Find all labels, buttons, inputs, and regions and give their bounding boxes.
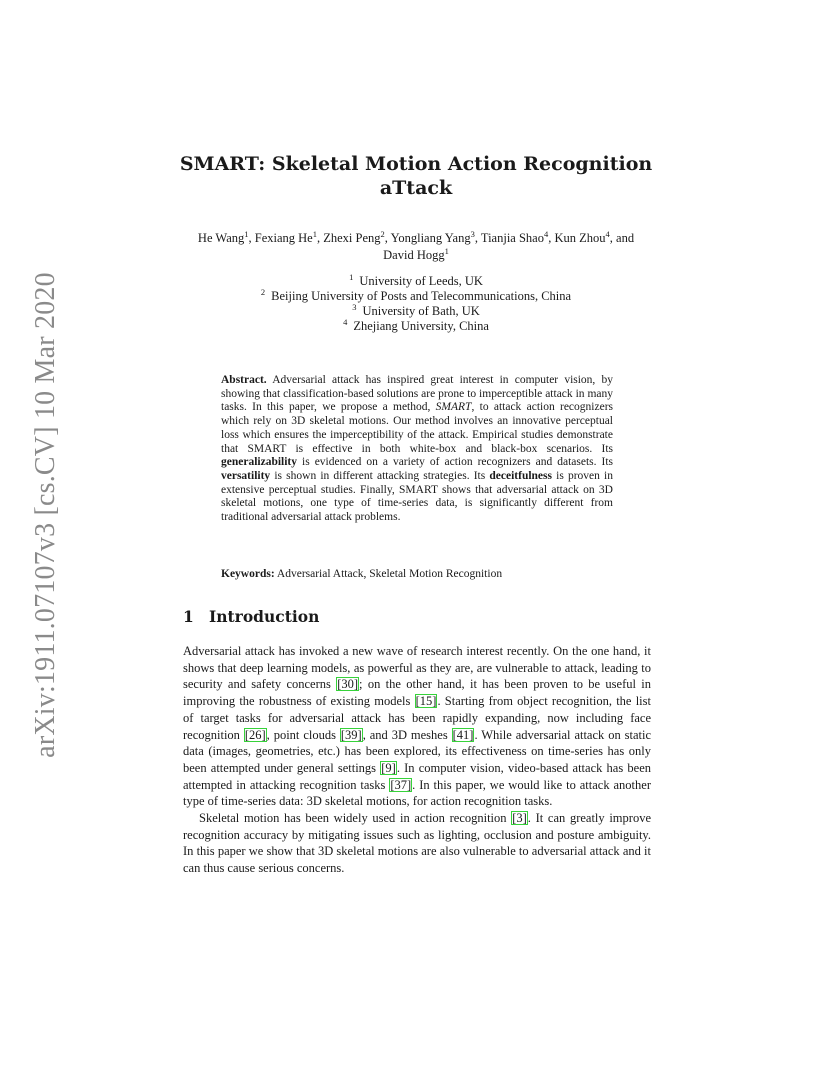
title-line-2: aTtack: [379, 177, 453, 199]
citation-link[interactable]: [39]: [340, 727, 362, 742]
citation-link[interactable]: [3]: [512, 811, 527, 826]
keywords-label: Keywords:: [221, 568, 275, 580]
arxiv-identifier: arXiv:1911.07107v3 [cs.CV] 10 Mar 2020: [30, 272, 61, 758]
author: Yongliang Yang$^3$,: [390, 228, 481, 245]
affiliation: $^4$ Zhejiang University, China: [343, 316, 489, 333]
affiliation: $^1$ University of Leeds, UK: [349, 271, 483, 288]
affiliation: $^2$ Beijing University of Posts and Telecommunications, China: [260, 286, 572, 303]
introduction-body: [183, 643, 651, 877]
author: He Wang$^1$,: [197, 228, 255, 245]
citation-link[interactable]: [9]: [381, 760, 396, 775]
paper-title: [150, 152, 682, 200]
author: Tianjia Shao$^4$,: [480, 228, 555, 245]
citation-link[interactable]: [41]: [452, 727, 474, 742]
section-heading: [183, 607, 319, 626]
paragraph: Skeletal motion has been widely used in action recognition [3]. It can greatly improve recognition accuracy by mitigating issues such as lighting, occlusion and posture ambiguity. In this paper we show that 3D skeletal motions are also vulnerable to adversarial attack and it can thus cause serious concerns.: [183, 811, 651, 876]
abstract-label: Abstract.: [221, 374, 267, 386]
citation-link[interactable]: [26]: [244, 727, 266, 742]
author: Fexiang He$^1$,: [254, 228, 324, 245]
citation-link[interactable]: [30]: [337, 677, 359, 692]
affiliation-list: [183, 271, 649, 334]
section-title: Introduction: [209, 607, 320, 626]
author: Kun Zhou$^4$, and: [554, 228, 635, 245]
method-name: SMART: [435, 401, 472, 414]
citation-link[interactable]: [37]: [390, 777, 412, 792]
section-number: 1: [183, 607, 194, 626]
author-list: [183, 230, 649, 264]
abstract: Abstract. Adversarial attack has inspired great interest in computer vision, by showing that classification-based solutions are prone to imperceptible attack in many tasks. In this paper, we propose a method, SMART, to attack action recognizers which rely on 3D skeletal motions. Our method involves an innovative perceptual loss which ensures the imperceptibility of the attack. Empirical studies demonstrate that SMART is effective in both white-box and black-box scenarios. Its generalizability is evidenced on a variety of action recognizers and datasets. Its versatility is shown in different attacking strategies. Its deceitfulness is proven in extensive perceptual studies. Finally, SMART shows that adversarial attack on 3D skeletal motions, one type of time-series data, is significantly different from traditional adversarial attack problems.: [221, 374, 613, 524]
arxiv-sidebar-stamp: [26, 272, 66, 758]
citation-link[interactable]: [15]: [415, 694, 437, 709]
keywords: Keywords: Adversarial Attack, Skeletal Motion Recognition: [221, 568, 503, 580]
author: Zhexi Peng$^2$,: [323, 228, 391, 245]
paragraph: Adversarial attack has invoked a new wave of research interest recently. On the one hand, it shows that deep learning models, as powerful as they are, are vulnerable to attack, leading to security and safety concerns [30]; on the other hand, it has been proven to be useful in improving the robustness of existing models [15]. Starting from object recognition, the list of target tasks for adversarial attack has been rapidly expanding, now including face recognition [26], point clouds [39], and 3D meshes [41]. While adversarial attack on static data (images, geometries, etc.) has been explored, its effectiveness on time-series has only been attempted under general settings [9]. In computer vision, video-based attack has been attempted in attacking recognition tasks [37]. In this paper, we would like to attack another type of time-series data: 3D skeletal motions, for action recognition tasks.: [183, 644, 652, 809]
title-line-1: SMART: Skeletal Motion Action Recognition: [179, 153, 653, 175]
author: David Hogg$^1$: [383, 245, 449, 262]
affiliation: $^3$ University of Bath, UK: [352, 301, 480, 318]
